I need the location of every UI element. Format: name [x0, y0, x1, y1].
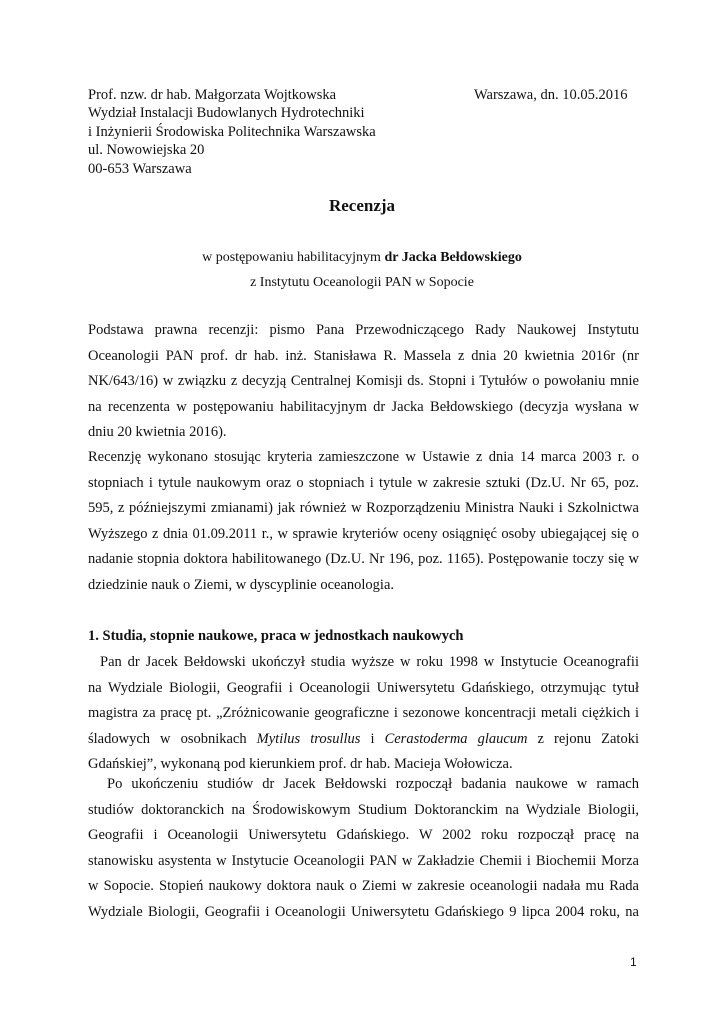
- species-name: Cerastoderma glaucum: [384, 730, 528, 747]
- text-line: nadanie stopnia doktora habilitowanego (Dz.U. Nr 196, poz. 1165). Postępowanie toczy się w: [88, 551, 639, 567]
- text-fragment: śladowych w osobnikach: [88, 730, 257, 747]
- studies-paragraph: [88, 650, 639, 778]
- text-line: Oceanologii PAN prof. dr hab. inż. Stanisława R. Massela z dnia 20 kwietnia 2016r (nr: [88, 347, 639, 364]
- text-line: Gdańskiej”, wykonaną pod kierunkiem prof. dr hab. Macieja Wołowicza.: [88, 756, 513, 772]
- section-heading: 1. Studia, stopnie naukowe, praca w jednostkach naukowych: [88, 628, 464, 644]
- species-name: Mytilus trosullus: [256, 730, 361, 747]
- document-title: Recenzja: [328, 196, 396, 215]
- text-line: dniu 20 kwietnia 2016).: [88, 424, 227, 440]
- text-line: na Wydziale Biologii, Geografii i Oceanologii Uniwersytetu Gdańskiego, otrzymując tytuł: [88, 679, 639, 696]
- text-fragment: i: [360, 730, 385, 747]
- author-line: Prof. nzw. dr hab. Małgorzata Wojtkowska: [88, 87, 337, 103]
- author-line: ul. Nowowiejska 20: [88, 142, 205, 159]
- criteria-paragraph: [88, 445, 639, 598]
- career-paragraph: [88, 772, 639, 925]
- text-line: NK/643/16) w związku z decyzją Centralnej Komisji ds. Stopni i Tytułów o powołaniu mnie: [88, 373, 639, 389]
- text-line: Wydziale Biologii, Geografii i Oceanologii Uniwersytetu Gdańskiego 9 lipca 2004 roku, na: [88, 903, 639, 920]
- author-block: [88, 86, 376, 178]
- text-line: magistra za pracę pt. „Zróżnicowanie geograficzne i sezonowe koncentracji metali ciężkich i: [88, 705, 639, 721]
- text-line: Wyższego z dnia 01.09.2011 r., w sprawie kryteriów oceny osiągnięć osoby ubiegającej się o: [88, 525, 639, 542]
- text-line: Recenzję wykonano stosując kryteria zamieszczone w Ustawie z dnia 14 marca 2003 r. o: [88, 449, 639, 465]
- text-line: Po ukończeniu studiów dr Jacek Bełdowski rozpoczął badania naukowe w ramach: [107, 776, 639, 792]
- text-line: na recenzenta w postępowaniu habilitacyjnym dr Jacka Bełdowskiego (decyzja wysłana w: [88, 398, 639, 415]
- legal-basis-paragraph: [88, 318, 639, 446]
- subtitle-prefix: w postępowaniu habilitacyjnym: [202, 250, 385, 265]
- author-line: Wydział Instalacji Budowlanych Hydrotechniki: [88, 105, 365, 122]
- text-line: stanowisku asystenta w Instytucie Oceanologii PAN w Zakładzie Chemii i Biochemii Morza: [88, 852, 639, 869]
- author-line: 00-653 Warszawa: [88, 160, 192, 177]
- text-line: Podstawa prawna recenzji: pismo Pana Przewodniczącego Rady Naukowej Instytutu: [88, 322, 639, 338]
- subtitle-line-2: z Instytutu Oceanologii PAN w Sopocie: [250, 275, 474, 290]
- text-line: stopniach i tytule naukowym oraz o stopniach i tytule w zakresie sztuki (Dz.U. Nr 65, poz.: [88, 474, 639, 491]
- text-line-species: [88, 727, 639, 753]
- text-fragment: z rejonu Zatoki: [527, 730, 639, 747]
- page-number: 1: [630, 955, 637, 969]
- author-line: i Inżynierii Środowiska Politechnika Warszawska: [88, 123, 376, 140]
- text-line: w Sopocie. Stopień naukowy doktora nauk o Ziemi w zakresie oceanologii nadała mu Rada: [88, 878, 639, 894]
- text-line: Pan dr Jacek Bełdowski ukończył studia wyższe w roku 1998 w Instytucie Oceanografii: [100, 654, 639, 670]
- text-line: Geografii i Oceanologii Uniwersytetu Gdańskiego. W 2002 roku rozpoczął pracę na: [88, 827, 639, 843]
- place-date: Warszawa, dn. 10.05.2016: [474, 87, 628, 103]
- subtitle-line-1: [0, 250, 724, 266]
- text-line: studiów doktoranckich na Środowiskowym Studium Doktoranckim na Wydziale Biologii,: [88, 801, 639, 818]
- text-line: dziedzinie nauk o Ziemi, w dyscyplinie oceanologia.: [88, 576, 395, 593]
- candidate-name: dr Jacka Bełdowskiego: [384, 250, 522, 265]
- text-line: 595, z późniejszymi zmianami) jak również w Rozporządzeniu Ministra Nauki i Szkolnictwa: [88, 500, 639, 516]
